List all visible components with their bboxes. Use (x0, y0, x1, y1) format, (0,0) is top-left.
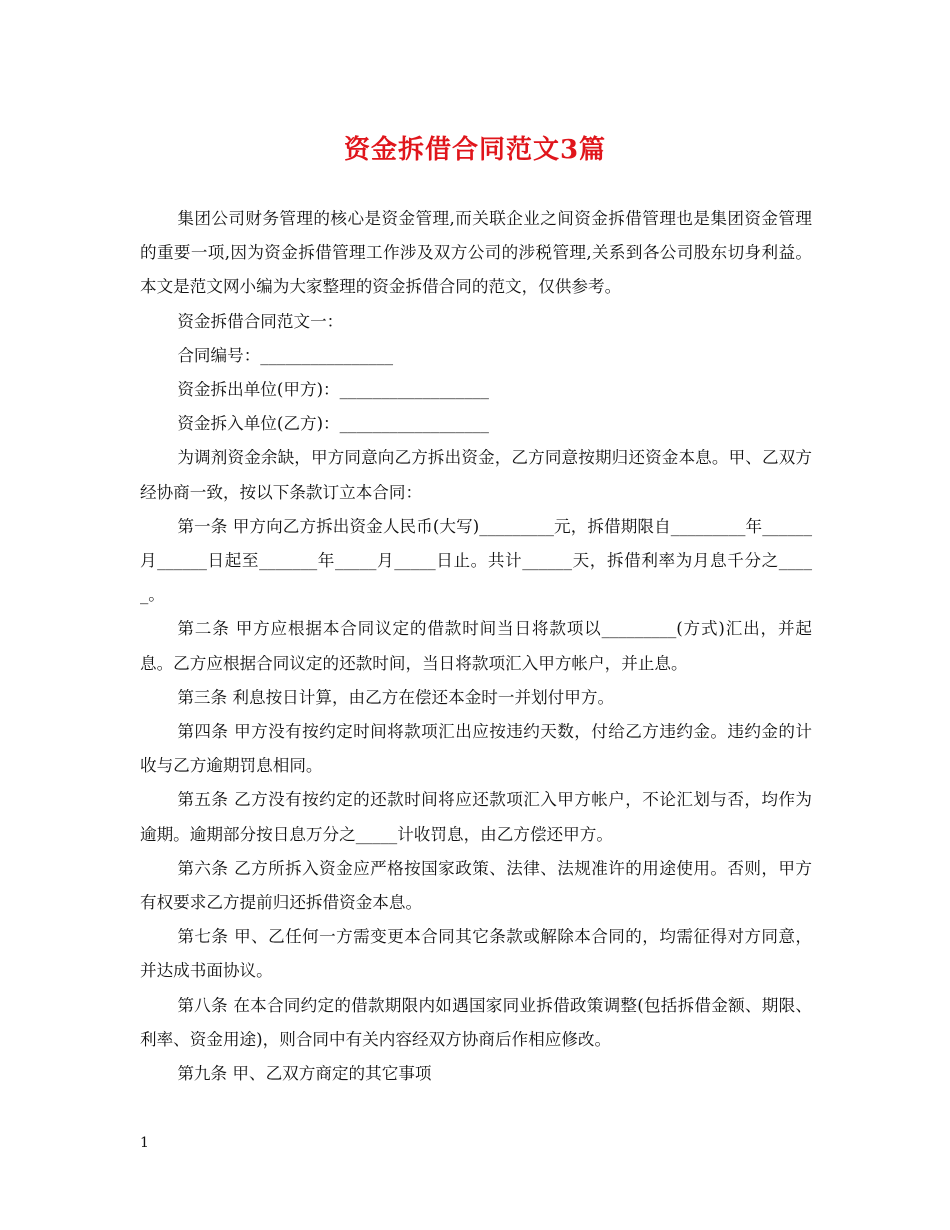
preamble-paragraph: 为调剂资金余缺，甲方同意向乙方拆出资金，乙方同意按期归还资金本息。甲、乙双方经协商一致，按以下条款订立本合同： (140, 448, 812, 502)
clause-3: 第三条 利息按日计算，由乙方在偿还本金时一并划付甲方。 (177, 687, 615, 707)
lender-line: 资金拆出单位(甲方)：__________________ (177, 380, 489, 400)
clause-7: 第七条 甲、乙任何一方需变更本合同其它条款或解除本合同的，均需征得对方同意，并达成书面协议。 (140, 927, 812, 981)
clause-2: 第二条 甲方应根据本合同议定的借款时间当日将款项以_________(方式)汇出，并起息。乙方应根据合同议定的还款时间，当日将款项汇入甲方帐户，并止息。 (140, 619, 812, 673)
sample-heading: 资金拆借合同范文一： (177, 311, 344, 331)
clause-5: 第五条 乙方没有按约定的还款时间将应还款项汇入甲方帐户，不论汇划与否，均作为逾期。逾期部分按日息万分之_____计收罚息，由乙方偿还甲方。 (140, 790, 812, 844)
document-title: 资金拆借合同范文3篇 (343, 135, 607, 165)
page-number: 1 (140, 1135, 149, 1151)
document-body (140, 202, 812, 1091)
intro-paragraph: 集团公司财务管理的核心是资金管理,而关联企业之间资金拆借管理也是集团资金管理的重要一项,因为资金拆借管理工作涉及双方公司的涉税管理,关系到各公司股东切身利益。本文是范文网小编为大家整理的资金拆借合同的范文，仅供参考。 (140, 209, 812, 297)
clause-1: 第一条 甲方向乙方拆出资金人民币(大写)_________元，拆借期限自_________年______月______日起至_______年_____月_____日止。共计______天，拆借利率为月息千分之_____。 (140, 516, 812, 605)
clause-8: 第八条 在本合同约定的借款期限内如遇国家同业拆借政策调整(包括拆借金额、期限、利率、资金用途)，则合同中有关内容经双方协商后作相应修改。 (140, 995, 812, 1049)
clause-4: 第四条 甲方没有按约定时间将款项汇出应按违约天数，付给乙方违约金。违约金的计收与乙方逾期罚息相同。 (140, 722, 812, 776)
clause-6: 第六条 乙方所拆入资金应严格按国家政策、法律、法规准许的用途使用。否则，甲方有权要求乙方提前归还拆借资金本息。 (140, 858, 812, 913)
borrower-line: 资金拆入单位(乙方)：__________________ (177, 414, 489, 434)
clause-9: 第九条 甲、乙双方商定的其它事项 (177, 1064, 432, 1084)
contract-number-line: 合同编号：________________ (177, 345, 394, 365)
